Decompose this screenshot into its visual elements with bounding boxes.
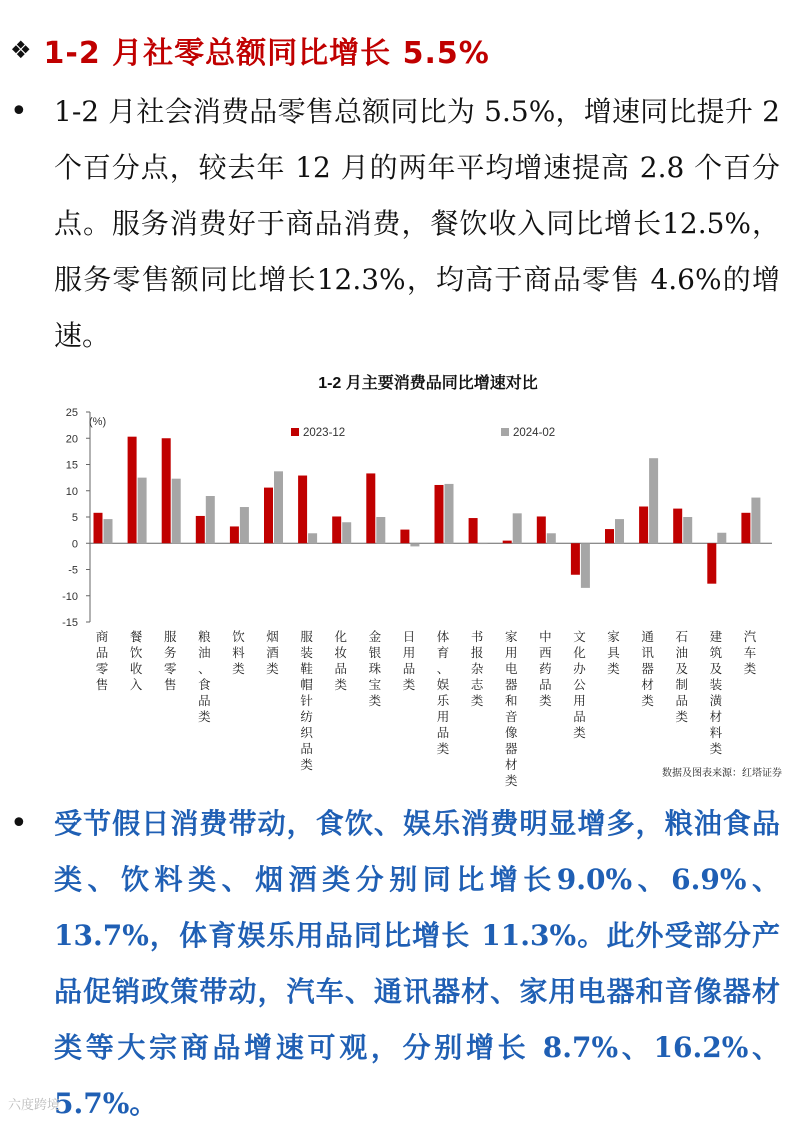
x-category-label-char: 金 (368, 630, 382, 644)
x-category-label-char: 用 (504, 646, 518, 660)
bar-2024-02-16 (615, 519, 624, 543)
x-category-label-char: 粮 (198, 630, 211, 644)
bar-2023-12-2 (128, 437, 137, 544)
x-category-label-char: 入 (129, 678, 143, 692)
x-category-label-char: 石 (675, 630, 689, 644)
y-tick-label: 0 (71, 538, 78, 551)
x-category-label-char: 志 (470, 678, 484, 692)
x-category-label-char: 品 (95, 646, 109, 660)
x-category-label-char: 珠 (368, 662, 382, 676)
bar-2024-02-12 (479, 543, 488, 544)
bar-2023-12-15 (571, 543, 580, 575)
x-category-label-char: 和 (504, 694, 518, 708)
x-category-label-char: 药 (539, 662, 552, 676)
bar-2023-12-9 (366, 473, 375, 543)
paragraph-summary-text: 1-2 月社会消费品零售总额同比为 5.5%，增速同比提升 2 个百分点，较去年 12 月的两年平均增速提高 2.8 个百分点。服务消费好于商品消费，餐饮收入同比增长12.5%，服务零售额同比增长12.3%，均高于商品零售 4.6%的增速。 (54, 95, 780, 352)
x-category-label-char: 类 (607, 662, 620, 676)
y-tick-label: 15 (65, 459, 78, 472)
bar-2023-12-11 (435, 485, 444, 543)
y-tick-label: 5 (71, 512, 78, 524)
x-category-label-char: 鞋 (300, 662, 313, 676)
x-category-label-char: 建 (709, 630, 723, 644)
x-category-label-char: 日 (402, 630, 416, 644)
x-category-label-char: 类 (743, 662, 757, 676)
x-category-label-char: 化 (334, 630, 348, 644)
x-category-label-char: 具 (607, 646, 620, 660)
x-category-label-char: 食 (198, 678, 211, 692)
x-category-label-char: 类 (266, 662, 279, 676)
x-category-label-char: 家 (607, 630, 620, 644)
x-category-label-char: 类 (300, 758, 313, 772)
x-category-label-char: 料 (709, 726, 723, 740)
x-category-label-char: 油 (198, 646, 211, 660)
bullet-icon: • (10, 94, 28, 129)
x-category-label-char: 筑 (709, 646, 723, 660)
x-category-label-char: 装 (300, 646, 313, 660)
bar-2023-12-4 (196, 516, 205, 543)
bar-2024-02-13 (513, 513, 522, 543)
x-category-label-char: 零 (95, 662, 109, 676)
bar-2024-02-4 (206, 496, 215, 543)
bar-2023-12-18 (673, 509, 682, 544)
x-category-label-char: 报 (470, 646, 484, 660)
bar-2023-12-13 (503, 541, 512, 544)
x-category-label-char: 品 (300, 742, 313, 756)
x-category-label-char: 品 (539, 678, 552, 692)
bar-2024-02-9 (376, 517, 385, 543)
x-category-label-char: 类 (436, 742, 450, 756)
bar-2024-02-18 (683, 517, 692, 543)
x-category-label-char: 器 (504, 678, 518, 692)
bar-2024-02-10 (410, 543, 419, 546)
y-tick-label: -5 (68, 564, 78, 577)
bar-2023-12-17 (639, 507, 648, 544)
chart-title: 1-2 月主要消费品同比增速对比 (318, 375, 538, 392)
x-category-label-char: 音 (504, 710, 518, 724)
x-category-label-char: 妆 (334, 646, 348, 660)
x-category-label-char: 公 (573, 678, 586, 692)
x-category-label-char: 装 (709, 678, 723, 692)
x-category-label-char: 类 (232, 662, 245, 676)
x-category-label-char: 类 (573, 726, 586, 740)
x-category-label-char: 品 (436, 726, 450, 740)
x-category-label-char: 、 (436, 662, 450, 676)
section-heading (10, 22, 780, 78)
y-tick-label: 10 (65, 485, 78, 498)
legend (291, 427, 555, 439)
x-category-label-char: 收 (129, 662, 143, 676)
legend-swatch-2023 (291, 428, 299, 436)
x-category-label-char: 类 (198, 710, 211, 724)
paragraph-analysis (10, 796, 780, 1132)
x-category-label-char: 类 (709, 742, 723, 756)
x-category-label-char: 用 (402, 646, 416, 660)
paragraph-analysis-text: 受节假日消费带动，食饮、娱乐消费明显增多，粮油食品类、饮料类、烟酒类分别同比增长9.0%、6.9%、13.7%，体育娱乐用品同比增长 11.3%。此外受部分产品促销政策带动，汽车、通讯器材、家用电器和音像器材类等大宗商品增速可观，分别增长 8.7%、16.2%、5.7%。 (54, 807, 780, 1120)
y-tick-label: -10 (62, 590, 78, 603)
x-category-label-char: 类 (470, 694, 484, 708)
chart-source: 数据及图表来源：红塔证券 (662, 768, 782, 779)
bar-2023-12-14 (537, 516, 546, 543)
bar-2024-02-6 (274, 471, 283, 543)
x-category-label-char: 电 (504, 662, 518, 676)
x-category-label-char: 服 (163, 630, 177, 644)
x-category-label-char: 类 (334, 678, 348, 692)
bar-2023-12-7 (298, 476, 307, 544)
x-category-label-char: 育 (436, 646, 450, 660)
x-category-label-char: 商 (95, 630, 109, 644)
x-category-label-char: 饮 (129, 646, 143, 660)
x-category-label-char: 中 (539, 630, 552, 644)
diamond-bullet-icon: ❖ (10, 36, 32, 64)
x-category-label-char: 材 (641, 678, 654, 692)
bar-2024-02-2 (138, 478, 147, 544)
x-category-label-char: 用 (573, 694, 586, 708)
x-category-label-char: 类 (402, 678, 416, 692)
x-category-label-char: 像 (504, 726, 518, 740)
x-category-label-char: 宝 (368, 678, 382, 692)
x-category-label-char: 售 (163, 678, 177, 692)
x-category-label-char: 用 (436, 710, 450, 724)
bar-2024-02-3 (172, 479, 181, 544)
bar-2024-02-17 (649, 458, 658, 543)
x-category-label-char: 及 (709, 662, 723, 676)
x-category-label-char: 品 (198, 694, 211, 708)
x-category-label-char: 西 (539, 646, 552, 660)
x-category-label-char: 通 (641, 630, 654, 644)
bar-2023-12-12 (469, 518, 478, 543)
x-category-label-char: 娱 (436, 678, 450, 692)
x-category-label-char: 银 (368, 646, 382, 660)
bar-2024-02-11 (445, 484, 454, 543)
x-category-label-char: 乐 (436, 694, 450, 708)
x-category-label-char: 油 (675, 646, 689, 660)
x-category-label-char: 帽 (300, 678, 313, 692)
x-category-label-char: 化 (573, 646, 586, 660)
x-category-label-char: 材 (709, 710, 723, 724)
x-category-label-char: 书 (470, 630, 484, 644)
x-category-label-char: 办 (573, 662, 586, 676)
x-category-label-char: 品 (675, 694, 689, 708)
x-category-label-char: 车 (743, 646, 757, 660)
x-category-label-char: 体 (436, 630, 450, 644)
bar-2024-02-14 (547, 533, 556, 543)
x-category-label-char: 织 (300, 726, 313, 740)
x-category-label-char: 、 (198, 662, 211, 676)
bar-2024-02-20 (751, 498, 760, 544)
x-category-label-char: 烟 (266, 630, 279, 644)
x-category-label-char: 料 (232, 646, 245, 660)
bar-2024-02-5 (240, 507, 249, 543)
x-category-label-char: 品 (334, 662, 348, 676)
x-category-label-char: 零 (163, 662, 177, 676)
watermark: 六度跨境 (8, 1098, 61, 1113)
x-category-label-char: 器 (641, 662, 654, 676)
bullet-icon: • (10, 806, 28, 841)
bar-2023-12-8 (332, 516, 341, 543)
x-category-label-char: 针 (300, 694, 313, 708)
x-category-label-char: 汽 (743, 630, 757, 644)
x-category-label-char: 家 (504, 630, 518, 644)
x-category-label-char: 务 (163, 646, 177, 660)
x-category-label-char: 服 (300, 630, 313, 644)
x-category-label-char: 潢 (709, 694, 723, 708)
legend-swatch-2024 (501, 428, 509, 436)
x-category-label-char: 品 (573, 710, 586, 724)
x-category-label-char: 纺 (300, 710, 313, 724)
x-category-label-char: 及 (675, 662, 689, 676)
bar-2023-12-6 (264, 488, 273, 544)
x-category-label-char: 杂 (470, 662, 484, 676)
x-category-label-char: 类 (641, 694, 654, 708)
y-axis-unit: (%) (89, 416, 107, 428)
bar-chart (40, 362, 785, 787)
legend-label-2023: 2023-12 (303, 427, 346, 439)
bar-2024-02-7 (308, 533, 317, 543)
x-category-label-char: 材 (504, 758, 518, 772)
legend-label-2024: 2024-02 (513, 427, 556, 439)
bar-2023-12-16 (605, 529, 614, 543)
bar-2024-02-8 (342, 522, 351, 543)
heading-title: 1-2 月社零总额同比增长 5.5% (43, 36, 490, 71)
x-category-label-char: 文 (573, 630, 586, 644)
bar-2023-12-20 (741, 513, 750, 543)
bar-2023-12-19 (707, 543, 716, 583)
x-category-label-char: 饮 (232, 630, 245, 644)
x-category-label-char: 餐 (129, 630, 143, 644)
bar-2023-12-3 (162, 438, 171, 543)
x-category-label-char: 类 (504, 774, 518, 787)
y-tick-label: -15 (62, 617, 78, 629)
x-category-label-char: 讯 (641, 646, 654, 660)
y-tick-label: 20 (65, 433, 78, 446)
bar-2023-12-5 (230, 526, 239, 543)
bar-2024-02-15 (581, 543, 590, 588)
y-tick-label: 25 (65, 407, 78, 419)
paragraph-summary (10, 84, 780, 364)
x-category-label-char: 制 (675, 678, 689, 692)
bar-2024-02-19 (717, 533, 726, 544)
x-category-label-char: 器 (504, 742, 518, 756)
x-category-label-char: 品 (402, 662, 416, 676)
x-category-label-char: 酒 (266, 646, 279, 660)
bar-2024-02-1 (104, 519, 113, 543)
bar-2023-12-10 (400, 530, 409, 544)
x-category-label-char: 类 (675, 710, 689, 724)
x-category-label-char: 售 (95, 678, 109, 692)
bar-2023-12-1 (94, 513, 103, 543)
x-category-label-char: 类 (368, 694, 382, 708)
x-category-label-char: 类 (539, 694, 552, 708)
